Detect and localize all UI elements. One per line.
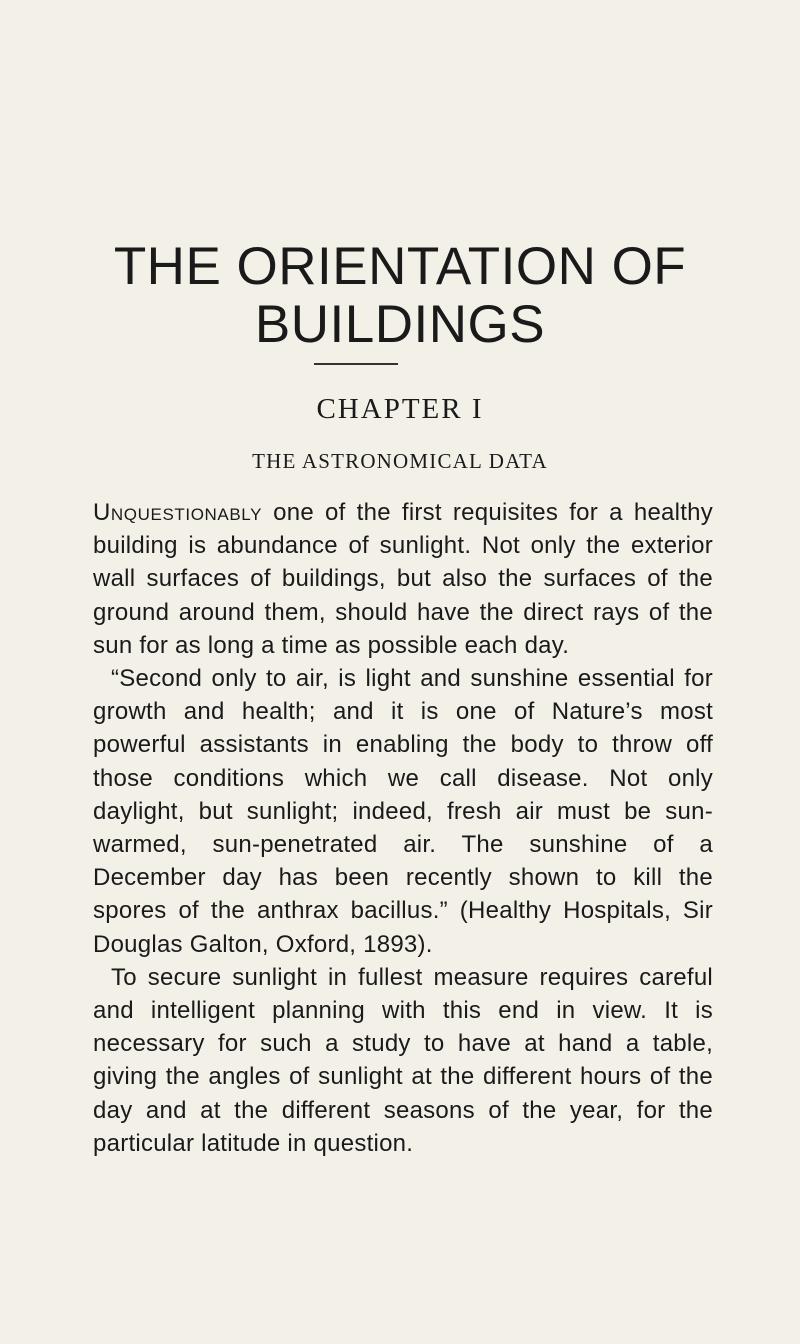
chapter-heading: CHAPTER I [316, 393, 484, 425]
title-divider [314, 363, 398, 365]
paragraph-2: “Second only to air, is light and sunshine essential for growth and health; and it is one of Nature’s most powerful assistants in enabling the body to throw off those conditions which we call disease. Not only daylight, but sunlight; indeed, fresh air must be sun-warmed, sun-penetrated air. The sunshine of a December day has been recently shown to kill the spores of the anthrax bacillus.” (Healthy Hospitals, Sir Douglas Galton, Oxford, 1893). [93, 665, 713, 958]
page-title [0, 238, 800, 354]
paragraph-1 [93, 496, 713, 662]
paragraph-1-text: one of the first requisites for a healthy building is abundance of sunlight. Not only the exterior wall surfaces of buildings, but also the surfaces of the ground around them, should have the direct rays of the sun for as long a time as possible each day. [93, 499, 713, 659]
paragraph-1-lead: Unquestionably [93, 499, 263, 526]
title-line-2: BUILDINGS [254, 295, 546, 354]
section-heading: THE ASTRONOMICAL DATA [252, 449, 548, 473]
title-line-1: THE ORIENTATION OF [113, 237, 687, 296]
body-text [93, 496, 713, 1160]
paragraph-3: To secure sunlight in fullest measure requires careful and intelligent planning with this end in view. It is necessary for such a study to have at hand a table, giving the angles of sunlight at the different hours of the day and at the different seasons of the year, for the particular latitude in question. [93, 963, 713, 1157]
